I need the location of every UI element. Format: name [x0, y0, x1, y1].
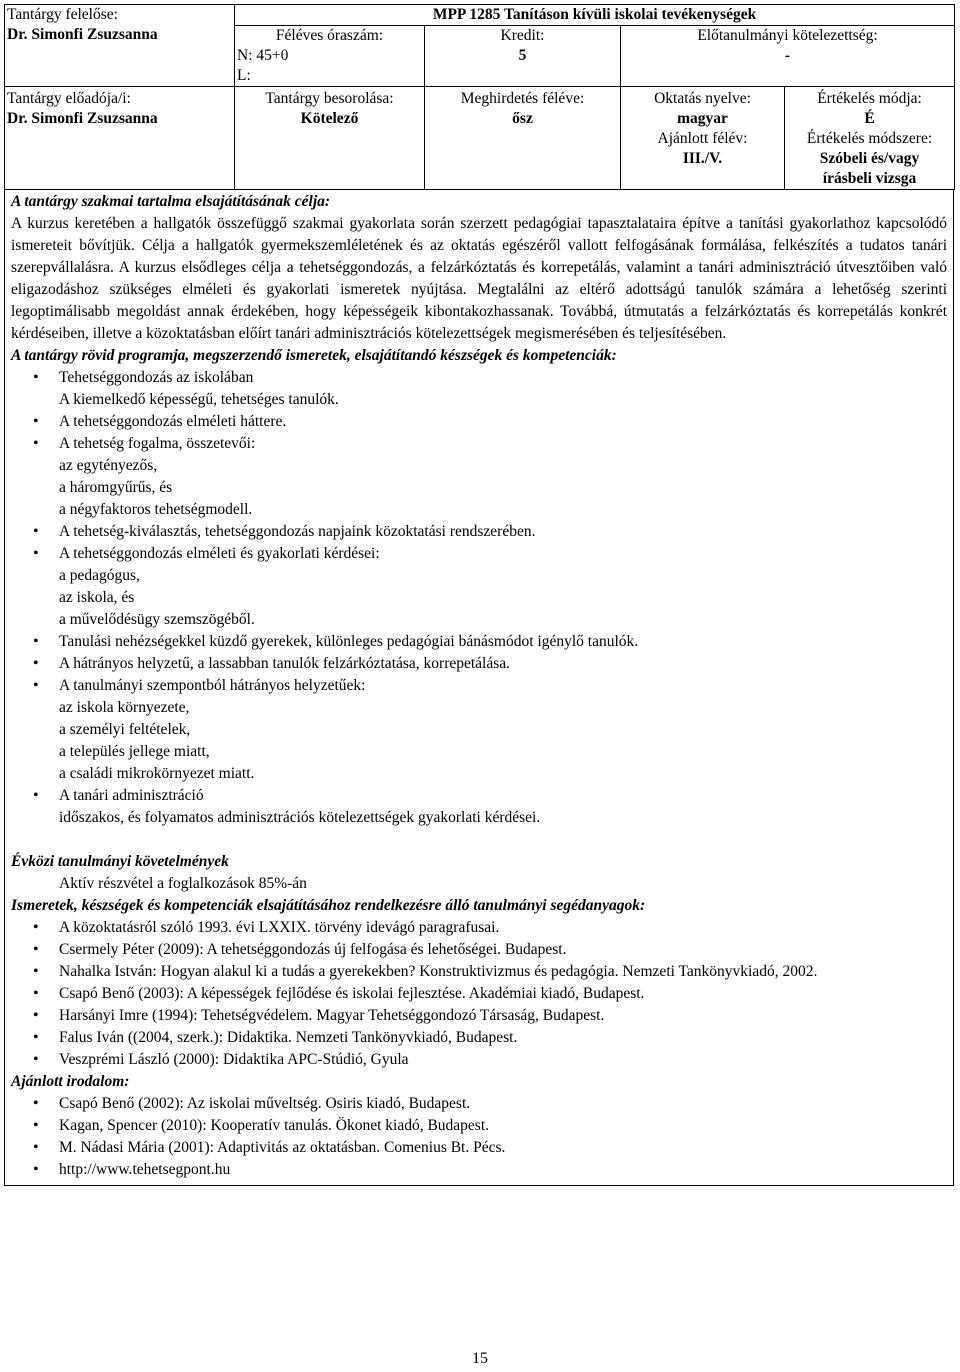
goal-title: A tantárgy szakmai tartalma elsajátításának célja: — [11, 193, 331, 210]
eval-label: Értékelés módja: — [817, 90, 922, 107]
program-item-subline: az iskola, és — [59, 589, 135, 606]
material-item-text: A közoktatásról szóló 1993. évi LXXIX. törvény idevágó paragrafusai. — [59, 919, 500, 936]
program-list — [11, 367, 947, 829]
program-item-text: Tanulási nehézségekkel küzdő gyerekek, különleges pedagógiai bánásmódot igénylő tanulók. — [59, 633, 639, 650]
prereq-value: - — [784, 47, 791, 64]
language-value: magyar — [677, 110, 728, 127]
literature-item-text: http://www.tehetsegpont.hu — [59, 1161, 231, 1178]
material-item — [59, 939, 947, 961]
program-item-text: A tanulmányi szempontból hátrányos helyzetűek: — [59, 677, 366, 694]
program-item-subline: az iskola környezete, — [59, 699, 190, 716]
material-item — [59, 961, 947, 983]
course-title: MPP 1285 Tanításon kívüli iskolai tevékenységek — [235, 5, 955, 26]
program-item-subline: a személyi feltételek, — [59, 721, 191, 738]
page-number: 15 — [472, 1350, 488, 1367]
evaluation-cell — [785, 87, 955, 190]
literature-list — [11, 1093, 947, 1181]
program-item-text: A tehetséggondozás elméleti és gyakorlati kérdései: — [59, 545, 380, 562]
materials-list — [11, 917, 947, 1071]
program-item — [59, 433, 947, 521]
responsible-label: Tantárgy felelőse: — [7, 6, 118, 23]
program-item-text: A tehetség fogalma, összetevői: — [59, 435, 256, 452]
hours-label: Féléves óraszám: — [275, 27, 384, 44]
materials-title: Ismeretek, készségek és kompetenciák elsajátításához rendelkezésre álló tanulmányi segédanyagok: — [11, 897, 646, 914]
recommended-label: Ajánlott félév: — [657, 130, 748, 147]
literature-item-text: Csapó Benő (2002): Az iskolai műveltség. Osiris kiadó, Budapest. — [59, 1095, 471, 1112]
program-item-subline: a családi mikrokörnyezet miatt. — [59, 765, 255, 782]
material-item — [59, 917, 947, 939]
program-item — [59, 675, 947, 785]
credit-label: Kredit: — [500, 27, 545, 44]
semester-value: ősz — [512, 110, 533, 127]
program-item — [59, 367, 947, 411]
material-item — [59, 983, 947, 1005]
program-item — [59, 521, 947, 543]
type-value: Kötelező — [300, 110, 359, 127]
material-item-text: Harsányi Imre (1994): Tehetségvédelem. Magyar Tehetséggondozó Társaság, Budapest. — [59, 1007, 605, 1024]
semester-label: Meghirdetés féléve: — [460, 90, 585, 107]
program-item-text: A tanári adminisztráció — [59, 787, 204, 804]
program-title: A tantárgy rövid programja, megszerzendő ismeretek, elsajátítandó készségek és kompetenciák: — [11, 347, 617, 364]
program-item-subline: a négyfaktoros tehetségmodell. — [59, 501, 253, 518]
program-item-subline: a művelődésügy szemszögéből. — [59, 611, 255, 628]
material-item-text: Nahalka István: Hogyan alakul ki a tudás a gyerekekben? Konstruktivizmus és pedagógia. Nemzeti Tankönyvkiadó, 2002. — [59, 963, 818, 980]
lecturer-name: Dr. Simonfi Zsuzsanna — [7, 110, 158, 127]
course-header-table — [4, 4, 955, 190]
program-item-subline: a pedagógus, — [59, 567, 140, 584]
hours-n: N: 45+0 — [237, 47, 289, 64]
eval-value: É — [864, 110, 875, 127]
program-item-text: A tehetség-kiválasztás, tehetséggondozás napjaink közoktatási rendszerében. — [59, 523, 536, 540]
material-item-text: Csapó Benő (2003): A képességek fejlődése és iskolai fejlesztése. Akadémiai kiadó, Budapest. — [59, 985, 645, 1002]
semester-cell — [425, 87, 621, 190]
program-item-text: A hátrányos helyzetű, a lassabban tanulók felzárkóztatása, korrepetálása. — [59, 655, 511, 672]
program-item-subline: a település jellege miatt, — [59, 743, 210, 760]
recommended-value: III./V. — [682, 150, 723, 167]
literature-item — [59, 1093, 947, 1115]
method-value-2: írásbeli vizsga — [822, 170, 917, 187]
material-item-text: Csermely Péter (2009): A tehetséggondozás új felfogása és lehetőségei. Budapest. — [59, 941, 567, 958]
literature-title: Ajánlott irodalom: — [11, 1073, 130, 1090]
lecturer-cell — [5, 87, 235, 190]
program-item — [59, 543, 947, 631]
program-item — [59, 631, 947, 653]
program-item-subline: az egytényezős, — [59, 457, 158, 474]
material-item — [59, 1027, 947, 1049]
goal-text: A kurzus keretében a hallgatók összefüggő szakmai gyakorlata során szerzett pedagógiai tapasztalataira építve a tanítási gyakorlathoz kapcsolódó ismereteit bővítjük. Célja a hallgatók gyermekszemléletének és az oktatás egészéről vallott felfogásának formálása, felkészítés a tudatos tanári szerepvállalásra. A kurzus elsődleges célja a tehetséggondozás, a felzárkóztatás és korrepetálás, valamint a tanári adminisztráció útvesztőiben való eligazodáshoz szükséges elméleti és gyakorlati ismeretek nyújtása. Megtalálni az eltérő adottságú tanulók számára a lehetőség szerinti legoptimálisabb megoldást annak érdekében, hogy képességeik kibontakozhassanak. Továbbá, útmutatás a felzárkóztatás és korrepetálás konkrét kérdéseiben, illetve a közoktatásban előírt tanári adminisztrációs kötelezettségek megismerésében és teljesítésében. — [11, 215, 947, 342]
hours-l: L: — [237, 67, 251, 84]
program-item — [59, 653, 947, 675]
program-item — [59, 785, 947, 829]
program-item-text: Tehetséggondozás az iskolában — [59, 369, 254, 386]
method-value-1: Szóbeli és/vagy — [819, 150, 920, 167]
document-page — [4, 4, 954, 1186]
program-item-subline: A kiemelkedő képességű, tehetséges tanulók. — [59, 391, 339, 408]
material-item-text: Falus Iván ((2004, szerk.): Didaktika. Nemzeti Tankönyvkiadó, Budapest. — [59, 1029, 518, 1046]
language-label: Oktatás nyelve: — [654, 90, 751, 107]
course-body — [4, 190, 954, 1186]
literature-item — [59, 1137, 947, 1159]
material-item-text: Veszprémi László (2000): Didaktika APC-Stúdió, Gyula — [59, 1051, 409, 1068]
program-item-text: A tehetséggondozás elméleti háttere. — [59, 413, 287, 430]
literature-item-text: Kagan, Spencer (2010): Kooperatív tanulás. Ökonet kiadó, Budapest. — [59, 1117, 490, 1134]
credit-cell — [425, 26, 621, 87]
lecturer-label: Tantárgy előadója/i: — [7, 90, 131, 107]
literature-item — [59, 1115, 947, 1137]
program-item-subline: időszakos, és folyamatos adminisztrációs kötelezettségek gyakorlati kérdései. — [59, 809, 541, 826]
responsible-name: Dr. Simonfi Zsuzsanna — [7, 26, 158, 43]
prereq-cell — [621, 26, 955, 87]
requirements-title: Évközi tanulmányi követelmények — [11, 853, 229, 870]
language-cell — [621, 87, 785, 190]
responsible-cell — [5, 5, 235, 87]
program-item-subline: a háromgyűrűs, és — [59, 479, 173, 496]
literature-item — [59, 1159, 947, 1181]
type-label: Tantárgy besorolása: — [265, 90, 394, 107]
type-cell — [235, 87, 425, 190]
prereq-label: Előtanulmányi kötelezettség: — [697, 27, 878, 44]
material-item — [59, 1049, 947, 1071]
requirements-text: Aktív részvétel a foglalkozások 85%-án — [59, 875, 307, 892]
credit-value: 5 — [518, 47, 527, 64]
literature-item-text: M. Nádasi Mária (2001): Adaptivitás az oktatásban. Comenius Bt. Pécs. — [59, 1139, 506, 1156]
hours-cell — [235, 26, 425, 87]
method-label: Értékelés módszere: — [806, 130, 933, 147]
material-item — [59, 1005, 947, 1027]
program-item — [59, 411, 947, 433]
